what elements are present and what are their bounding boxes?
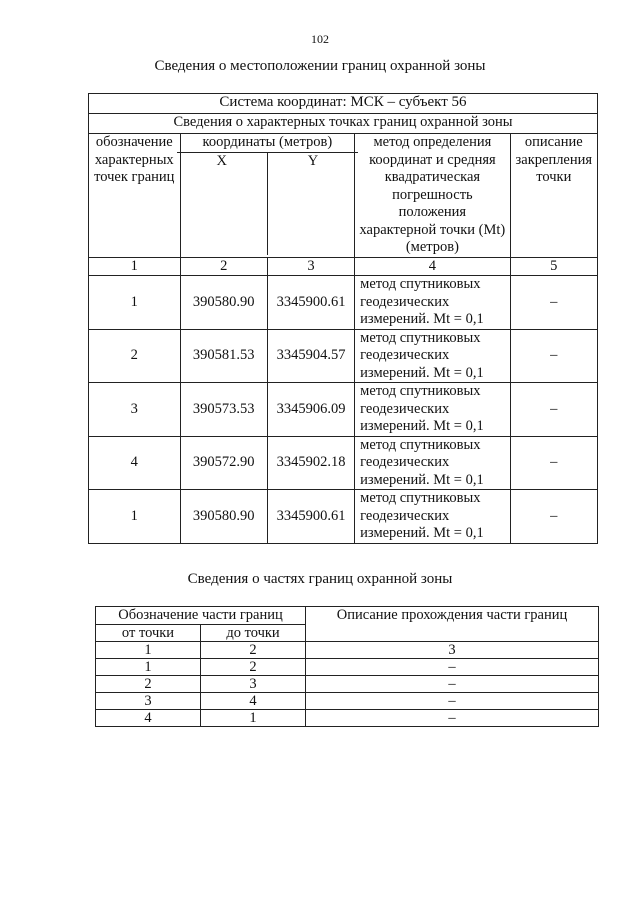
coord-y: 3345902.18	[267, 436, 354, 490]
to-point: 4	[201, 693, 306, 710]
part-description: –	[306, 676, 599, 693]
characteristic-points-table	[88, 93, 598, 544]
table-row	[89, 329, 598, 383]
coord-x: 390572.90	[180, 436, 267, 490]
method-desc: метод спутниковых геодезических измерений. Mt = 0,1	[355, 276, 510, 330]
from-point: 1	[96, 659, 201, 676]
column-number: 3	[267, 257, 354, 276]
table-row	[96, 710, 599, 727]
table-row	[89, 490, 598, 544]
to-point: 2	[201, 659, 306, 676]
table-row	[96, 693, 599, 710]
to-point: 3	[201, 676, 306, 693]
header-from-point: от точки	[96, 625, 201, 642]
part-description: –	[306, 710, 599, 727]
point-id: 3	[89, 383, 181, 437]
coord-y: 3345900.61	[267, 276, 354, 330]
method-desc: метод спутниковых геодезических измерений. Mt = 0,1	[355, 490, 510, 544]
point-id: 4	[89, 436, 181, 490]
from-point: 3	[96, 693, 201, 710]
coord-x: 390573.53	[180, 383, 267, 437]
header-coordinates-label: координаты (метров)	[202, 134, 333, 150]
part-description: 3	[306, 642, 599, 659]
table-row	[96, 676, 599, 693]
from-point: 1	[96, 642, 201, 659]
header-x: X	[216, 152, 227, 169]
header-fixing: описание закрепления точки	[510, 134, 597, 258]
header-to-point: до точки	[201, 625, 306, 642]
coord-x: 390580.90	[180, 490, 267, 544]
coord-x: 390580.90	[180, 276, 267, 330]
method-desc: метод спутниковых геодезических измерений. Mt = 0,1	[355, 436, 510, 490]
coord-x: 390581.53	[180, 329, 267, 383]
column-number: 4	[355, 257, 510, 276]
table-row	[96, 642, 599, 659]
method-desc: метод спутниковых геодезических измерений. Mt = 0,1	[355, 383, 510, 437]
fixing-desc: –	[510, 436, 597, 490]
document-title: Сведения о местоположении границ охранной зоны	[154, 58, 486, 74]
to-point: 2	[201, 642, 306, 659]
coord-y: 3345904.57	[267, 329, 354, 383]
fixing-desc: –	[510, 490, 597, 544]
column-number: 2	[180, 257, 267, 276]
point-id: 1	[89, 490, 181, 544]
from-point: 2	[96, 676, 201, 693]
header-method: метод определения координат и средняя квадратическая погрешность положения характерной точки (Mt) (метров)	[355, 134, 510, 258]
page-number: 102	[311, 32, 329, 46]
header-coordinates	[180, 134, 355, 258]
header-part-designation: Обозначение части границ	[96, 607, 306, 625]
header-designation: обозначение характерных точек границ	[89, 134, 181, 258]
to-point: 1	[201, 710, 306, 727]
header-description: Описание прохождения части границ	[306, 607, 599, 642]
fixing-desc: –	[510, 383, 597, 437]
table-row	[96, 659, 599, 676]
coord-y: 3345906.09	[267, 383, 354, 437]
table-row	[89, 276, 598, 330]
from-point: 4	[96, 710, 201, 727]
section-header: Сведения о характерных точках границ охранной зоны	[89, 114, 598, 134]
part-description: –	[306, 659, 599, 676]
fixing-desc: –	[510, 329, 597, 383]
coord-system-header: Система координат: МСК – субъект 56	[89, 94, 598, 114]
point-id: 2	[89, 329, 181, 383]
fixing-desc: –	[510, 276, 597, 330]
column-number: 1	[89, 257, 181, 276]
part-description: –	[306, 693, 599, 710]
coord-y: 3345900.61	[267, 490, 354, 544]
method-desc: метод спутниковых геодезических измерений. Mt = 0,1	[355, 329, 510, 383]
boundary-parts-table	[95, 606, 599, 727]
header-y: Y	[267, 153, 358, 255]
column-number: 5	[510, 257, 597, 276]
point-id: 1	[89, 276, 181, 330]
parts-title: Сведения о частях границ охранной зоны	[187, 571, 453, 587]
table-row	[89, 436, 598, 490]
table-row	[89, 383, 598, 437]
